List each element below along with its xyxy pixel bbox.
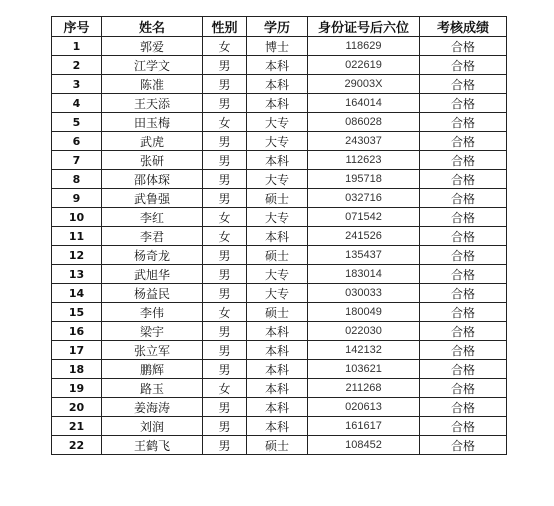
cell-education: 本科 <box>247 341 308 360</box>
cell-gender: 男 <box>203 265 247 284</box>
cell-name: 梁宇 <box>102 322 203 341</box>
header-gender: 性别 <box>203 17 247 37</box>
cell-assessment-result: 合格 <box>420 227 507 246</box>
cell-name: 陈准 <box>102 75 203 94</box>
table-row <box>52 303 507 322</box>
cell-id-last-six: 071542 <box>308 208 420 227</box>
table-row <box>52 341 507 360</box>
cell-gender: 女 <box>203 208 247 227</box>
cell-name: 刘润 <box>102 417 203 436</box>
cell-education: 本科 <box>247 379 308 398</box>
cell-assessment-result: 合格 <box>420 379 507 398</box>
cell-assessment-result: 合格 <box>420 170 507 189</box>
cell-index: 19 <box>52 379 102 398</box>
table-row <box>52 151 507 170</box>
cell-gender: 男 <box>203 246 247 265</box>
cell-index: 17 <box>52 341 102 360</box>
cell-gender: 女 <box>203 227 247 246</box>
cell-assessment-result: 合格 <box>420 398 507 417</box>
cell-education: 本科 <box>247 322 308 341</box>
cell-gender: 男 <box>203 132 247 151</box>
table-row <box>52 75 507 94</box>
cell-id-last-six: 020613 <box>308 398 420 417</box>
cell-education: 硕士 <box>247 246 308 265</box>
cell-assessment-result: 合格 <box>420 322 507 341</box>
table-row <box>52 398 507 417</box>
cell-assessment-result: 合格 <box>420 189 507 208</box>
cell-gender: 男 <box>203 75 247 94</box>
table-row <box>52 132 507 151</box>
cell-assessment-result: 合格 <box>420 417 507 436</box>
cell-index: 20 <box>52 398 102 417</box>
cell-index: 8 <box>52 170 102 189</box>
cell-id-last-six: 211268 <box>308 379 420 398</box>
cell-name: 杨奇龙 <box>102 246 203 265</box>
cell-name: 武鲁强 <box>102 189 203 208</box>
cell-education: 硕士 <box>247 189 308 208</box>
cell-name: 李君 <box>102 227 203 246</box>
cell-assessment-result: 合格 <box>420 94 507 113</box>
cell-assessment-result: 合格 <box>420 284 507 303</box>
cell-education: 本科 <box>247 360 308 379</box>
cell-assessment-result: 合格 <box>420 303 507 322</box>
table-row <box>52 189 507 208</box>
header-education: 学历 <box>247 17 308 37</box>
cell-gender: 男 <box>203 56 247 75</box>
cell-name: 武虎 <box>102 132 203 151</box>
cell-index: 10 <box>52 208 102 227</box>
cell-name: 田玉梅 <box>102 113 203 132</box>
cell-id-last-six: 180049 <box>308 303 420 322</box>
cell-id-last-six: 022619 <box>308 56 420 75</box>
cell-id-last-six: 103621 <box>308 360 420 379</box>
cell-index: 3 <box>52 75 102 94</box>
cell-name: 张立军 <box>102 341 203 360</box>
header-assessment-result: 考核成绩 <box>420 17 507 37</box>
cell-assessment-result: 合格 <box>420 56 507 75</box>
cell-education: 大专 <box>247 170 308 189</box>
table-row <box>52 360 507 379</box>
cell-id-last-six: 161617 <box>308 417 420 436</box>
cell-index: 9 <box>52 189 102 208</box>
cell-index: 18 <box>52 360 102 379</box>
cell-assessment-result: 合格 <box>420 37 507 56</box>
cell-id-last-six: 112623 <box>308 151 420 170</box>
table-row <box>52 436 507 455</box>
cell-assessment-result: 合格 <box>420 113 507 132</box>
cell-name: 王天添 <box>102 94 203 113</box>
cell-id-last-six: 086028 <box>308 113 420 132</box>
cell-name: 郭爱 <box>102 37 203 56</box>
cell-gender: 男 <box>203 417 247 436</box>
cell-name: 邵体琛 <box>102 170 203 189</box>
table-row <box>52 113 507 132</box>
table-header-row <box>52 17 507 37</box>
cell-gender: 女 <box>203 303 247 322</box>
cell-name: 张研 <box>102 151 203 170</box>
cell-name: 江学文 <box>102 56 203 75</box>
cell-gender: 男 <box>203 398 247 417</box>
cell-name: 李红 <box>102 208 203 227</box>
cell-index: 15 <box>52 303 102 322</box>
cell-gender: 男 <box>203 436 247 455</box>
cell-id-last-six: 022030 <box>308 322 420 341</box>
cell-gender: 女 <box>203 379 247 398</box>
cell-assessment-result: 合格 <box>420 75 507 94</box>
cell-index: 22 <box>52 436 102 455</box>
cell-index: 14 <box>52 284 102 303</box>
cell-id-last-six: 164014 <box>308 94 420 113</box>
cell-name: 杨益民 <box>102 284 203 303</box>
cell-assessment-result: 合格 <box>420 208 507 227</box>
cell-index: 6 <box>52 132 102 151</box>
table-row <box>52 265 507 284</box>
cell-assessment-result: 合格 <box>420 132 507 151</box>
header-name: 姓名 <box>102 17 203 37</box>
cell-index: 2 <box>52 56 102 75</box>
cell-index: 12 <box>52 246 102 265</box>
cell-gender: 男 <box>203 151 247 170</box>
cell-education: 本科 <box>247 417 308 436</box>
table-row <box>52 379 507 398</box>
cell-name: 李伟 <box>102 303 203 322</box>
cell-index: 21 <box>52 417 102 436</box>
cell-gender: 男 <box>203 189 247 208</box>
cell-gender: 男 <box>203 94 247 113</box>
cell-id-last-six: 142132 <box>308 341 420 360</box>
cell-index: 16 <box>52 322 102 341</box>
cell-assessment-result: 合格 <box>420 265 507 284</box>
cell-index: 4 <box>52 94 102 113</box>
cell-id-last-six: 135437 <box>308 246 420 265</box>
cell-education: 大专 <box>247 208 308 227</box>
cell-id-last-six: 183014 <box>308 265 420 284</box>
cell-id-last-six: 108452 <box>308 436 420 455</box>
table-row <box>52 37 507 56</box>
cell-id-last-six: 118629 <box>308 37 420 56</box>
table-row <box>52 417 507 436</box>
cell-id-last-six: 29003X <box>308 75 420 94</box>
assessment-results-table <box>51 16 507 455</box>
cell-education: 本科 <box>247 56 308 75</box>
cell-gender: 男 <box>203 284 247 303</box>
cell-assessment-result: 合格 <box>420 341 507 360</box>
cell-education: 大专 <box>247 132 308 151</box>
cell-index: 13 <box>52 265 102 284</box>
cell-name: 姜海涛 <box>102 398 203 417</box>
cell-education: 本科 <box>247 398 308 417</box>
table-row <box>52 170 507 189</box>
cell-index: 7 <box>52 151 102 170</box>
cell-id-last-six: 241526 <box>308 227 420 246</box>
header-index: 序号 <box>52 17 102 37</box>
cell-assessment-result: 合格 <box>420 436 507 455</box>
table-row <box>52 94 507 113</box>
cell-name: 王鹤飞 <box>102 436 203 455</box>
cell-id-last-six: 243037 <box>308 132 420 151</box>
cell-gender: 女 <box>203 37 247 56</box>
table-row <box>52 208 507 227</box>
cell-name: 鹏辉 <box>102 360 203 379</box>
cell-assessment-result: 合格 <box>420 151 507 170</box>
cell-education: 本科 <box>247 94 308 113</box>
cell-name: 路玉 <box>102 379 203 398</box>
cell-gender: 女 <box>203 113 247 132</box>
cell-education: 本科 <box>247 75 308 94</box>
cell-gender: 男 <box>203 360 247 379</box>
cell-id-last-six: 032716 <box>308 189 420 208</box>
cell-name: 武旭华 <box>102 265 203 284</box>
header-id-last-six: 身份证号后六位 <box>308 17 420 37</box>
cell-education: 大专 <box>247 265 308 284</box>
table-row <box>52 322 507 341</box>
table-row <box>52 246 507 265</box>
cell-gender: 男 <box>203 170 247 189</box>
cell-education: 硕士 <box>247 436 308 455</box>
cell-assessment-result: 合格 <box>420 246 507 265</box>
cell-assessment-result: 合格 <box>420 360 507 379</box>
table-row <box>52 284 507 303</box>
cell-index: 5 <box>52 113 102 132</box>
cell-gender: 男 <box>203 322 247 341</box>
cell-id-last-six: 030033 <box>308 284 420 303</box>
table-row <box>52 56 507 75</box>
cell-education: 大专 <box>247 284 308 303</box>
cell-education: 本科 <box>247 151 308 170</box>
cell-id-last-six: 195718 <box>308 170 420 189</box>
table-row <box>52 227 507 246</box>
cell-education: 硕士 <box>247 303 308 322</box>
cell-education: 大专 <box>247 113 308 132</box>
cell-index: 11 <box>52 227 102 246</box>
cell-education: 本科 <box>247 227 308 246</box>
cell-education: 博士 <box>247 37 308 56</box>
cell-index: 1 <box>52 37 102 56</box>
cell-gender: 男 <box>203 341 247 360</box>
